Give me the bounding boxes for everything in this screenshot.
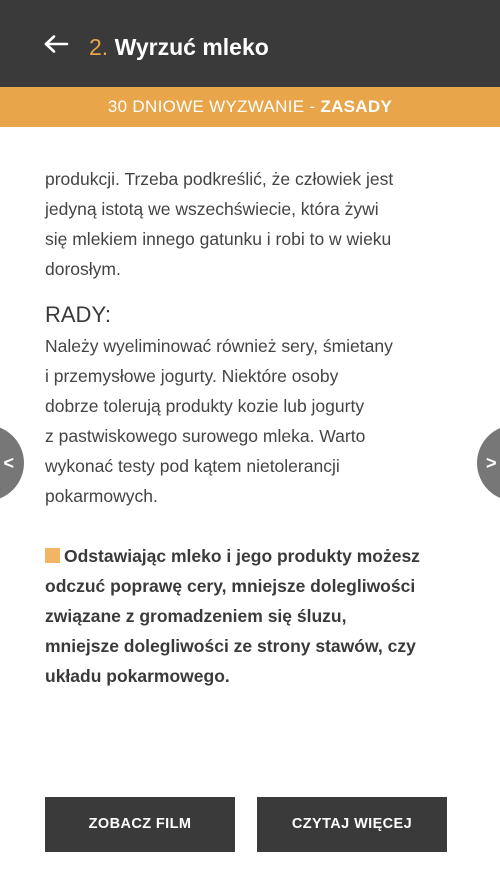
title-number: 2. [89,34,109,60]
text-line: wykonać testy pod kątem nietolerancji [45,456,340,476]
next-page-button[interactable] [477,425,500,501]
text-line: pokarmowych. [45,486,158,506]
bullet-square-icon [45,548,60,563]
read-more-button[interactable]: CZYTAJ WIĘCEJ [257,797,447,852]
app-header [0,0,500,87]
intro-paragraph [45,164,455,284]
previous-page-button[interactable] [0,425,24,501]
article-content [45,164,455,691]
chevron-left-icon: < [3,453,14,473]
text-line: Należy wyeliminować również sery, śmietany [45,336,393,356]
text-line: jedyną istotą we wszechświecie, która żywi [45,199,379,219]
highlight-paragraph [45,541,455,691]
text-line: dobrze tolerują produkty kozie lub jogurty [45,396,365,416]
challenge-banner [0,87,500,127]
text-line: Odstawiając mleko i jego produkty możesz [64,546,420,566]
text-line: z pastwiskowego surowego mleka. Warto [45,426,366,446]
text-line: związane z gromadzeniem się śluzu, [45,606,347,626]
text-line: odczuć poprawę cery, mniejsze dolegliwości [45,576,416,596]
tips-heading: RADY: [45,302,112,327]
text-line: dorosłym. [45,259,121,279]
text-line: produkcji. Trzeba podkreślić, że człowiek jest [45,169,394,189]
text-line: układu pokarmowego. [45,666,230,686]
arrow-left-icon [43,35,69,53]
watch-film-button[interactable]: ZOBACZ FILM [45,797,235,852]
page-title [89,31,269,63]
banner-prefix: 30 DNIOWE WYZWANIE - [107,97,321,116]
banner-rules: ZASADY [320,97,393,116]
chevron-right-icon: > [486,453,497,473]
tips-paragraph [45,331,455,511]
back-button[interactable] [38,26,74,62]
text-line: się mlekiem innego gatunku i robi to w wieku [45,229,392,249]
text-line: i przemysłowe jogurty. Niektóre osoby [45,366,339,386]
title-text: Wyrzuć mleko [114,34,269,60]
text-line: mniejsze dolegliwości ze strony stawów, czy [45,636,416,656]
